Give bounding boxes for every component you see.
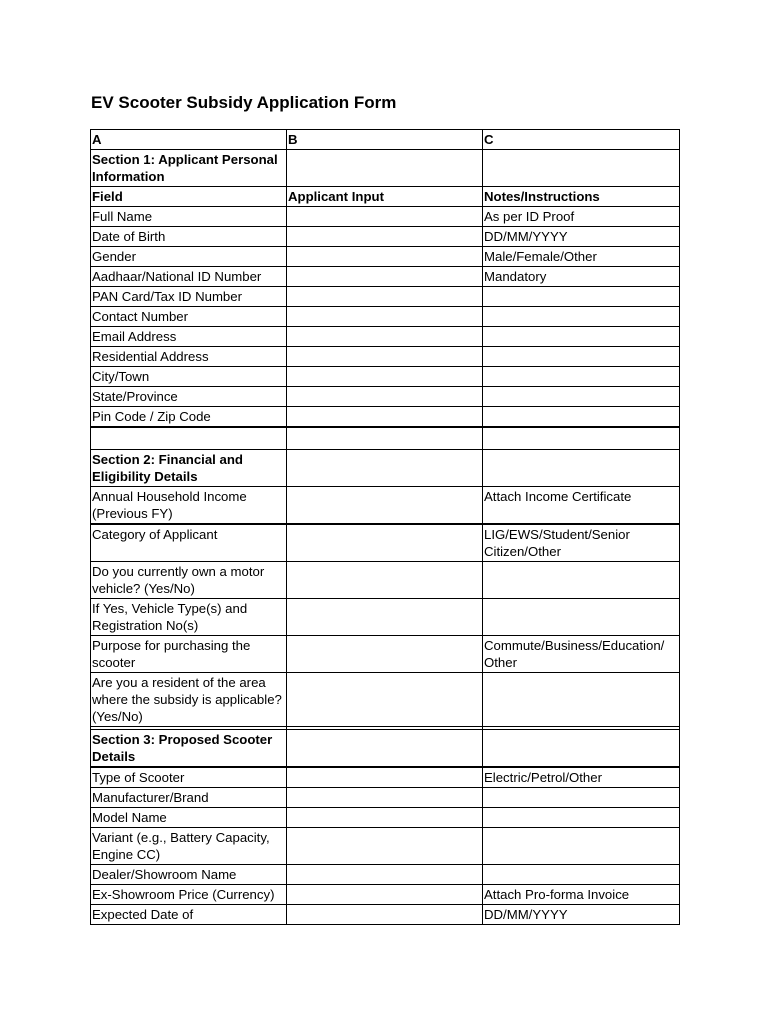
- page-title: EV Scooter Subsidy Application Form: [91, 93, 397, 112]
- notes-cell: [483, 327, 680, 347]
- input-cell[interactable]: [287, 327, 483, 347]
- table-row: [91, 150, 680, 187]
- field-cell: Aadhaar/National ID Number: [91, 267, 287, 287]
- field-cell: Expected Date of: [91, 905, 287, 925]
- field-cell: Are you a resident of the area where the subsidy is applicable? (Yes/No): [91, 673, 287, 727]
- table-row: [91, 767, 680, 788]
- input-cell[interactable]: [287, 307, 483, 327]
- input-cell[interactable]: [287, 387, 483, 407]
- notes-cell: Male/Female/Other: [483, 247, 680, 267]
- input-cell[interactable]: [287, 905, 483, 925]
- table-row: [91, 808, 680, 828]
- notes-cell: [483, 307, 680, 327]
- field-cell: Annual Household Income (Previous FY): [91, 487, 287, 525]
- table-row: [91, 885, 680, 905]
- notes-cell: [483, 407, 680, 428]
- field-cell: Email Address: [91, 327, 287, 347]
- field-cell: Type of Scooter: [91, 767, 287, 788]
- input-cell[interactable]: [287, 287, 483, 307]
- form-table-body: [91, 130, 680, 925]
- notes-cell: [483, 865, 680, 885]
- input-cell[interactable]: [287, 788, 483, 808]
- table-row: [91, 267, 680, 287]
- field-cell: Section 2: Financial and Eligibility Details: [91, 450, 287, 487]
- notes-cell: [483, 808, 680, 828]
- table-row: [91, 788, 680, 808]
- field-cell: Pin Code / Zip Code: [91, 407, 287, 428]
- table-row: [91, 636, 680, 673]
- field-cell: Section 1: Applicant Personal Information: [91, 150, 287, 187]
- field-cell: Residential Address: [91, 347, 287, 367]
- table-row: [91, 828, 680, 865]
- table-row: [91, 599, 680, 636]
- notes-cell: Attach Income Certificate: [483, 487, 680, 525]
- input-cell[interactable]: [287, 865, 483, 885]
- input-cell[interactable]: [287, 487, 483, 525]
- notes-cell: LIG/EWS/Student/Senior Citizen/Other: [483, 524, 680, 562]
- input-cell[interactable]: [287, 247, 483, 267]
- input-cell: [287, 150, 483, 187]
- field-cell: PAN Card/Tax ID Number: [91, 287, 287, 307]
- notes-cell: Mandatory: [483, 267, 680, 287]
- input-cell[interactable]: [287, 207, 483, 227]
- field-cell: A: [91, 130, 287, 150]
- notes-cell: As per ID Proof: [483, 207, 680, 227]
- field-cell: Full Name: [91, 207, 287, 227]
- notes-cell: [483, 347, 680, 367]
- input-cell: [287, 427, 483, 450]
- notes-cell: Attach Pro-forma Invoice: [483, 885, 680, 905]
- field-cell: Model Name: [91, 808, 287, 828]
- input-cell[interactable]: [287, 673, 483, 727]
- input-cell[interactable]: [287, 636, 483, 673]
- application-form-table: [90, 129, 680, 925]
- table-row: [91, 227, 680, 247]
- field-cell: Dealer/Showroom Name: [91, 865, 287, 885]
- notes-cell: Commute/Business/Education/ Other: [483, 636, 680, 673]
- table-row: [91, 307, 680, 327]
- notes-cell: [483, 562, 680, 599]
- table-row: [91, 347, 680, 367]
- table-row: [91, 450, 680, 487]
- notes-cell: [483, 788, 680, 808]
- input-cell[interactable]: [287, 828, 483, 865]
- field-cell: If Yes, Vehicle Type(s) and Registration No(s): [91, 599, 287, 636]
- field-cell: Field: [91, 187, 287, 207]
- field-cell: Manufacturer/Brand: [91, 788, 287, 808]
- input-cell: B: [287, 130, 483, 150]
- field-cell: Gender: [91, 247, 287, 267]
- notes-cell: [483, 730, 680, 768]
- table-row: [91, 367, 680, 387]
- field-cell: Ex-Showroom Price (Currency): [91, 885, 287, 905]
- input-cell[interactable]: [287, 767, 483, 788]
- table-row: [91, 524, 680, 562]
- notes-cell: [483, 599, 680, 636]
- input-cell[interactable]: [287, 808, 483, 828]
- notes-cell: [483, 450, 680, 487]
- notes-cell: [483, 828, 680, 865]
- input-cell[interactable]: [287, 885, 483, 905]
- field-cell: Section 3: Proposed Scooter Details: [91, 730, 287, 768]
- input-cell[interactable]: [287, 267, 483, 287]
- table-row: [91, 562, 680, 599]
- table-row: [91, 130, 680, 150]
- field-cell: City/Town: [91, 367, 287, 387]
- table-row: [91, 247, 680, 267]
- input-cell[interactable]: [287, 524, 483, 562]
- input-cell[interactable]: [287, 347, 483, 367]
- field-cell: State/Province: [91, 387, 287, 407]
- notes-cell: [483, 427, 680, 450]
- table-row: [91, 673, 680, 727]
- field-cell: Category of Applicant: [91, 524, 287, 562]
- field-cell: Contact Number: [91, 307, 287, 327]
- input-cell[interactable]: [287, 367, 483, 387]
- table-row: [91, 730, 680, 768]
- input-cell[interactable]: [287, 562, 483, 599]
- field-cell: Date of Birth: [91, 227, 287, 247]
- table-row: [91, 187, 680, 207]
- notes-cell: Electric/Petrol/Other: [483, 767, 680, 788]
- input-cell: [287, 450, 483, 487]
- field-cell: Variant (e.g., Battery Capacity, Engine CC): [91, 828, 287, 865]
- input-cell[interactable]: [287, 599, 483, 636]
- input-cell[interactable]: [287, 407, 483, 428]
- field-cell: [91, 427, 287, 450]
- notes-cell: [483, 673, 680, 727]
- table-row: [91, 387, 680, 407]
- table-row: [91, 207, 680, 227]
- table-row: [91, 327, 680, 347]
- notes-cell: [483, 150, 680, 187]
- notes-cell: [483, 287, 680, 307]
- input-cell: Applicant Input: [287, 187, 483, 207]
- table-row: [91, 865, 680, 885]
- notes-cell: Notes/Instructions: [483, 187, 680, 207]
- notes-cell: C: [483, 130, 680, 150]
- notes-cell: DD/MM/YYYY: [483, 905, 680, 925]
- table-row: [91, 407, 680, 428]
- notes-cell: [483, 367, 680, 387]
- input-cell: [287, 730, 483, 768]
- notes-cell: [483, 387, 680, 407]
- table-row: [91, 905, 680, 925]
- notes-cell: DD/MM/YYYY: [483, 227, 680, 247]
- field-cell: Do you currently own a motor vehicle? (Yes/No): [91, 562, 287, 599]
- table-row: [91, 487, 680, 525]
- table-row: [91, 427, 680, 450]
- field-cell: Purpose for purchasing the scooter: [91, 636, 287, 673]
- table-row: [91, 287, 680, 307]
- input-cell[interactable]: [287, 227, 483, 247]
